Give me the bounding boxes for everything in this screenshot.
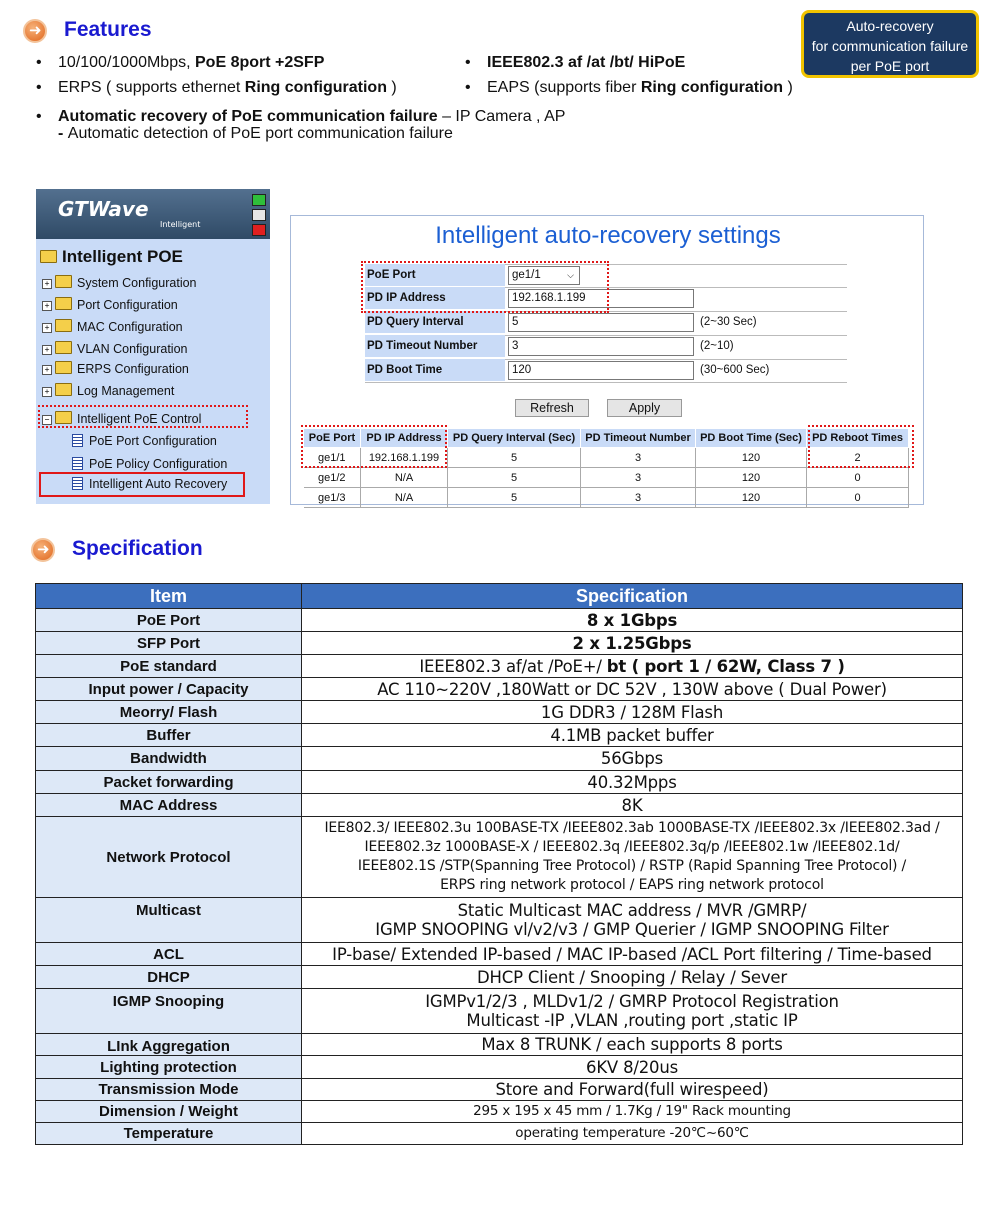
pd-timeout-number-input[interactable]: 3 xyxy=(508,337,694,356)
arrow-circle-icon xyxy=(31,538,55,562)
field-label-pd-query-interval: PD Query Interval xyxy=(365,311,505,333)
status-lamp-icon xyxy=(252,209,266,221)
table-cell: N/A xyxy=(361,488,448,508)
spec-item: Temperature xyxy=(36,1123,302,1145)
features-title: Features xyxy=(64,18,152,41)
spec-value: 1G DDR3 / 128M Flash xyxy=(302,701,963,724)
spec-value-line: IGMP SNOOPING vl/v2/v3 / GMP Querier / IGMP SNOOPING Filter xyxy=(375,920,889,939)
spec-row xyxy=(36,678,963,701)
spec-item: MAC Address xyxy=(36,794,302,817)
column-header: PD Boot Time (Sec) xyxy=(696,429,807,448)
menu-title-label: Intelligent POE xyxy=(62,247,183,266)
spec-row xyxy=(36,1101,963,1123)
menu-item-port-configuration[interactable] xyxy=(42,297,178,312)
status-lamp-icon xyxy=(252,224,266,236)
spec-value: Max 8 TRUNK / each supports 8 ports xyxy=(302,1034,963,1056)
spec-value: 8 x 1Gbps xyxy=(302,609,963,632)
column-header: Item xyxy=(36,584,302,609)
spec-item: Transmission Mode xyxy=(36,1079,302,1101)
collapse-minus-icon[interactable]: − xyxy=(42,415,52,425)
subnote-text: Automatic detection of PoE port communication failure xyxy=(67,125,453,142)
expand-plus-icon[interactable]: + xyxy=(42,323,52,333)
feature-item xyxy=(465,79,793,97)
spec-value xyxy=(302,898,963,943)
spec-value: DHCP Client / Snooping / Relay / Sever xyxy=(302,966,963,989)
table-cell: N/A xyxy=(361,468,448,488)
spec-value xyxy=(302,817,963,898)
menu-item-label: MAC Configuration xyxy=(77,320,183,334)
folder-icon xyxy=(55,361,72,374)
spec-value-line: IEEE802.3z 1000BASE-X / IEEE802.3q /IEEE802.3q/p /IEEE802.1w /IEEE802.1d/ xyxy=(364,839,900,855)
spec-value-bold: bt ( port 1 / 62W, Class 7 ) xyxy=(606,656,845,676)
feature-text: – IP Camera , AP xyxy=(437,108,566,125)
menu-subitem-poe-port-configuration[interactable] xyxy=(72,434,217,448)
spec-item: SFP Port xyxy=(36,632,302,655)
spec-row xyxy=(36,724,963,747)
page-icon xyxy=(72,457,83,470)
spec-value: AC 110~220V ,180Watt or DC 52V , 130W above ( Dual Power) xyxy=(302,678,963,701)
feature-text: ERPS ( supports ethernet xyxy=(58,79,245,96)
feature-item xyxy=(465,54,685,72)
table-cell: 120 xyxy=(696,448,807,468)
pd-ip-input[interactable]: 192.168.1.199 xyxy=(508,289,694,308)
spec-row xyxy=(36,1056,963,1079)
bullet: • xyxy=(36,54,42,71)
spec-item: IGMP Snooping xyxy=(36,989,302,1034)
feature-bold: Ring configuration xyxy=(244,79,387,96)
badge-line: Auto-recovery xyxy=(846,18,934,34)
feature-bold: Automatic recovery of PoE communication failure xyxy=(58,108,438,125)
folder-icon xyxy=(55,297,72,310)
page-icon xyxy=(72,434,83,447)
spec-row xyxy=(36,632,963,655)
spec-item: PoE standard xyxy=(36,655,302,678)
menu-item-log-management[interactable] xyxy=(42,383,174,398)
field-label-pd-boot-time: PD Boot Time xyxy=(365,359,505,381)
bullet: • xyxy=(36,108,42,125)
column-header: PD Query Interval (Sec) xyxy=(448,429,581,448)
menu-title xyxy=(40,247,183,267)
table-row xyxy=(304,488,909,508)
subnote-dash: - xyxy=(58,125,68,142)
menu-item-vlan-configuration[interactable] xyxy=(42,341,187,356)
gtwave-logo: GTWave xyxy=(58,197,149,221)
spec-item: PoE Port xyxy=(36,609,302,632)
row-divider xyxy=(365,382,847,383)
spec-value-line: ERPS ring network protocol / EAPS ring network protocol xyxy=(440,877,824,893)
menu-subitem-poe-policy-configuration[interactable] xyxy=(72,457,227,471)
table-cell: 3 xyxy=(581,468,696,488)
table-cell: 192.168.1.199 xyxy=(361,448,448,468)
highlight-box xyxy=(361,261,609,313)
field-hint: (2~30 Sec) xyxy=(700,316,757,328)
field-label-poe-port: PoE Port xyxy=(365,264,505,286)
folder-icon xyxy=(55,275,72,288)
highlight-box xyxy=(38,405,248,428)
badge-line: per PoE port xyxy=(850,58,930,74)
spec-item: Dimension / Weight xyxy=(36,1101,302,1123)
table-cell: ge1/1 xyxy=(304,448,361,468)
badge-line: for communication failure xyxy=(811,38,969,54)
menu-item-erps-configuration[interactable] xyxy=(42,361,189,376)
spec-value xyxy=(302,989,963,1034)
table-cell: 2 xyxy=(807,448,909,468)
feature-item xyxy=(36,79,397,97)
highlight-box xyxy=(39,472,245,497)
spec-value: 2 x 1.25Gbps xyxy=(302,632,963,655)
spec-value: 40.32Mpps xyxy=(302,771,963,794)
folder-icon xyxy=(55,341,72,354)
table-cell: 5 xyxy=(448,448,581,468)
expand-plus-icon[interactable]: + xyxy=(42,365,52,375)
select-value: ge1/1 xyxy=(512,269,541,281)
spec-item: Input power / Capacity xyxy=(36,678,302,701)
table-cell: 3 xyxy=(581,488,696,508)
spec-value-line: Static Multicast MAC address / MVR /GMRP/ xyxy=(457,901,807,920)
spec-row xyxy=(36,771,963,794)
feature-text: EAPS (supports fiber xyxy=(487,79,641,96)
refresh-button[interactable]: Refresh xyxy=(515,399,589,417)
menu-item-label: System Configuration xyxy=(77,276,197,290)
status-lamp-icon xyxy=(252,194,266,206)
spec-value xyxy=(302,655,963,678)
table-cell: ge1/3 xyxy=(304,488,361,508)
apply-button[interactable]: Apply xyxy=(607,399,682,417)
spec-row xyxy=(36,1123,963,1145)
highlight-box xyxy=(301,425,447,468)
spec-row xyxy=(36,1034,963,1056)
spec-value: 6KV 8/20us xyxy=(302,1056,963,1079)
spec-header-row xyxy=(36,584,963,609)
column-header: Specification xyxy=(302,584,963,609)
auto-recovery-badge xyxy=(801,10,979,78)
spec-item: Buffer xyxy=(36,724,302,747)
expand-plus-icon[interactable]: + xyxy=(42,301,52,311)
menu-item-system-configuration[interactable] xyxy=(42,275,197,290)
feature-text: ) xyxy=(386,79,397,96)
spec-item: Bandwidth xyxy=(36,747,302,771)
column-header: PD Reboot Times xyxy=(807,429,909,448)
spec-row xyxy=(36,898,963,943)
spec-row xyxy=(36,794,963,817)
table-cell: 5 xyxy=(448,488,581,508)
field-label-pd-ip: PD IP Address xyxy=(365,287,505,309)
expand-plus-icon[interactable]: + xyxy=(42,345,52,355)
menu-item-label: VLAN Configuration xyxy=(77,342,188,356)
menu-item-label: Port Configuration xyxy=(77,298,178,312)
arrow-circle-icon xyxy=(23,19,47,43)
spec-row xyxy=(36,966,963,989)
column-header: PD Timeout Number xyxy=(581,429,696,448)
feature-bold: PoE 8port +2SFP xyxy=(195,54,325,71)
spec-value: Store and Forward(full wirespeed) xyxy=(302,1079,963,1101)
folder-icon xyxy=(55,383,72,396)
table-cell: 120 xyxy=(696,468,807,488)
feature-text: 10/100/1000Mbps, xyxy=(58,54,195,71)
folder-icon xyxy=(55,319,72,332)
highlight-box xyxy=(808,425,914,468)
expand-plus-icon[interactable]: + xyxy=(42,387,52,397)
pd-query-interval-input[interactable]: 5 xyxy=(508,313,694,332)
feature-bold: Ring configuration xyxy=(640,79,784,96)
spec-value-line: IEE802.3/ IEEE802.3u 100BASE-TX /IEEE802.3ab 1000BASE-TX /IEEE802.3x /IEEE802.3ad / xyxy=(324,820,940,836)
logo-subtitle: Intelligent xyxy=(160,220,201,229)
table-cell: 120 xyxy=(696,488,807,508)
table-cell: 3 xyxy=(581,448,696,468)
spec-item: LInk Aggregation xyxy=(36,1034,302,1056)
folder-icon xyxy=(40,250,57,263)
spec-value-line: Multicast -IP ,VLAN ,routing port ,static IP xyxy=(466,1011,798,1030)
feature-text: ) xyxy=(783,79,793,96)
menu-item-label: ERPS Configuration xyxy=(77,362,189,376)
table-row xyxy=(304,468,909,488)
field-hint: (2~10) xyxy=(700,340,734,352)
feature-item xyxy=(36,54,324,72)
menu-item-label: Intelligent PoE Control xyxy=(77,412,202,426)
menu-item-label: PoE Policy Configuration xyxy=(89,457,228,471)
menu-item-label: Log Management xyxy=(77,384,175,398)
spec-value: IP-base/ Extended IP-based / MAC IP-based /ACL Port filtering / Time-based xyxy=(302,943,963,966)
bullet: • xyxy=(36,79,42,96)
spec-row xyxy=(36,655,963,678)
nav-menu-panel xyxy=(36,189,270,504)
pd-boot-time-input[interactable]: 120 xyxy=(508,361,694,380)
bullet: • xyxy=(465,79,471,96)
column-header: PD IP Address xyxy=(361,429,448,448)
spec-item: Lighting protection xyxy=(36,1056,302,1079)
table-cell: 0 xyxy=(807,468,909,488)
spec-item: Multicast xyxy=(36,898,302,943)
field-label-pd-timeout-number: PD Timeout Number xyxy=(365,335,505,357)
specification-table xyxy=(35,583,963,1145)
chevron-down-icon[interactable]: ⌵ xyxy=(567,270,574,280)
spec-item: Network Protocol xyxy=(36,817,302,898)
spec-row xyxy=(36,747,963,771)
spec-value-line: IEEE802.1S /STP(Spanning Tree Protocol) / RSTP (Rapid Spanning Tree Protocol) / xyxy=(357,858,907,874)
spec-value: 295 x 195 x 45 mm / 1.7Kg / 19" Rack mounting xyxy=(302,1101,963,1123)
spec-row xyxy=(36,1079,963,1101)
table-cell: 5 xyxy=(448,468,581,488)
feature-item xyxy=(36,108,565,126)
field-hint: (30~600 Sec) xyxy=(700,364,770,376)
menu-item-label: PoE Port Configuration xyxy=(89,434,217,448)
spec-item: ACL xyxy=(36,943,302,966)
table-cell: ge1/2 xyxy=(304,468,361,488)
settings-title: Intelligent auto-recovery settings xyxy=(435,222,781,249)
spec-value: operating temperature -20℃~60℃ xyxy=(302,1123,963,1145)
spec-value-text: IEEE802.3 af/at /PoE+/ xyxy=(419,656,607,676)
table-cell: 0 xyxy=(807,488,909,508)
spec-value: 4.1MB packet buffer xyxy=(302,724,963,747)
bullet: • xyxy=(465,54,471,71)
menu-item-label: Intelligent Auto Recovery xyxy=(89,477,228,491)
spec-row xyxy=(36,817,963,898)
spec-value-line: IGMPv1/2/3 , MLDv1/2 / GMRP Protocol Registration xyxy=(425,992,839,1011)
menu-item-mac-configuration[interactable] xyxy=(42,319,183,334)
spec-value: 56Gbps xyxy=(302,747,963,771)
feature-bold: IEEE802.3 af /at /bt/ HiPoE xyxy=(487,54,686,71)
expand-plus-icon[interactable]: + xyxy=(42,279,52,289)
spec-row xyxy=(36,989,963,1034)
column-header: PoE Port xyxy=(304,429,361,448)
menu-header xyxy=(36,189,270,239)
specification-title: Specification xyxy=(72,537,203,560)
spec-value: 8K xyxy=(302,794,963,817)
spec-item: DHCP xyxy=(36,966,302,989)
spec-row xyxy=(36,943,963,966)
spec-item: Packet forwarding xyxy=(36,771,302,794)
spec-row xyxy=(36,701,963,724)
spec-item: Meorry/ Flash xyxy=(36,701,302,724)
feature-subnote xyxy=(58,125,453,143)
spec-row xyxy=(36,609,963,632)
